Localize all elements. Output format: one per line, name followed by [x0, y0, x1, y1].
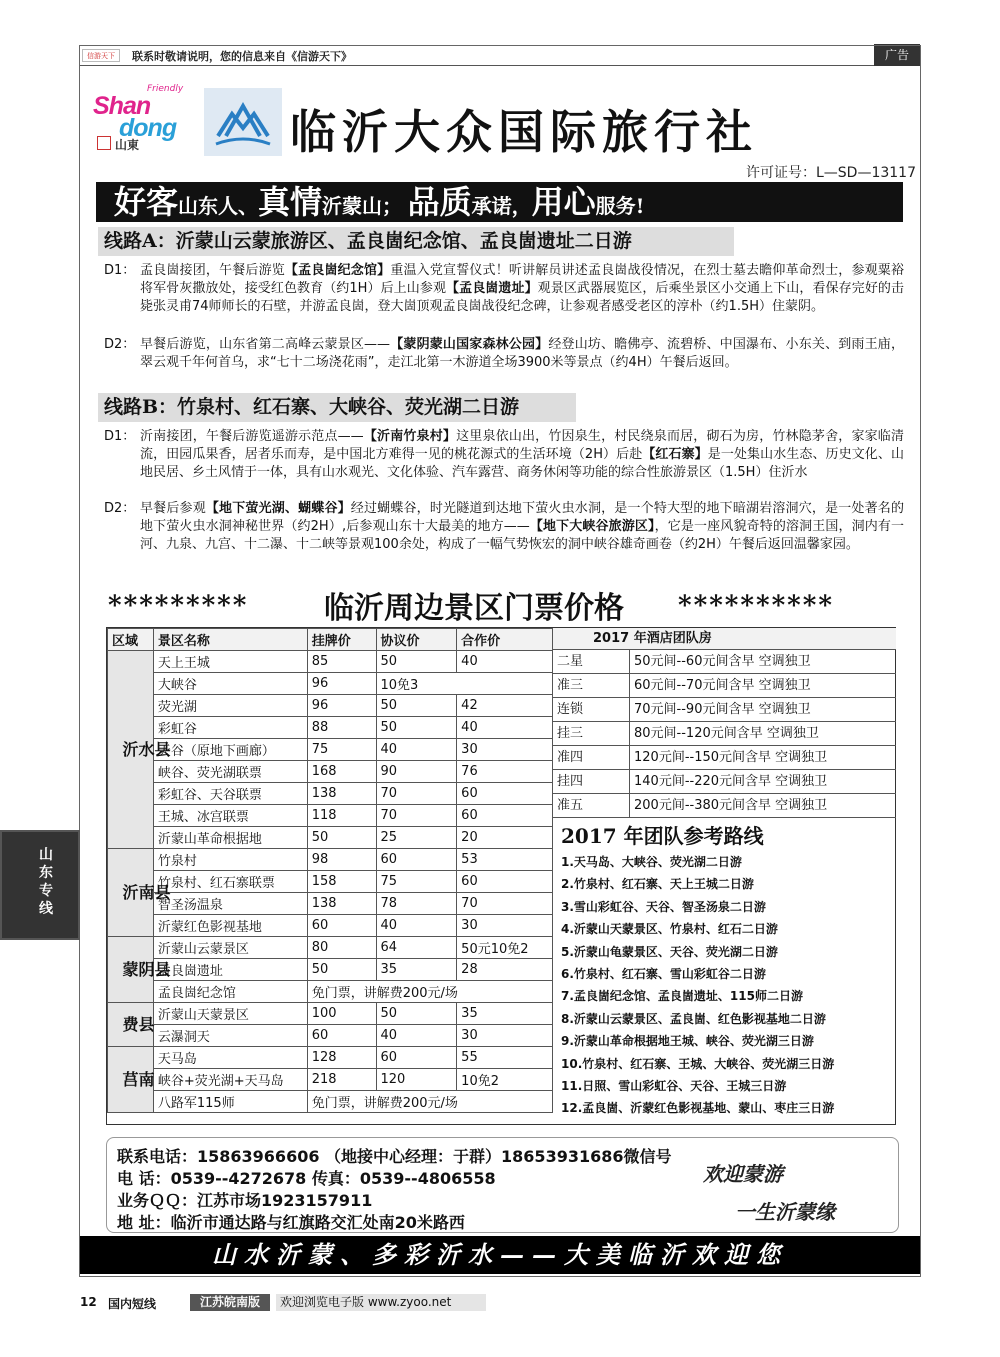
table-row [108, 1069, 553, 1091]
row-list: 138 [307, 893, 376, 915]
hotel-row [553, 650, 896, 674]
row-name: 天谷（原地下画廊） [153, 739, 307, 761]
row-list: 96 [307, 673, 376, 695]
row-coop: 70 [457, 893, 553, 915]
row-list: 128 [307, 1047, 376, 1069]
page-footer [80, 1293, 500, 1313]
row-name: 八路军115师 [153, 1091, 307, 1113]
row-list: 138 [307, 783, 376, 805]
slogan-part: 山东人、 [178, 194, 259, 218]
shandong-word-bottom: dong [119, 114, 177, 142]
table-row [108, 1091, 553, 1113]
slogan-part: 真情 [258, 183, 323, 221]
magazine-logo: 信游天下 [82, 49, 120, 62]
tickets-title-text: 临沂周边景区门票价格 [324, 591, 624, 626]
row-coop: 40 [457, 651, 553, 673]
row-list: 50 [307, 959, 376, 981]
slogan-banner [96, 182, 903, 222]
route-b-day2 [104, 500, 904, 554]
list-item: 5.沂蒙山龟蒙景区、天谷、荧光湖二日游 [561, 944, 778, 959]
row-name: 云瀑洞天 [153, 1025, 307, 1047]
route-b-title: 线路B：竹泉村、红石寨、大峡谷、荧光湖二日游 [98, 393, 576, 422]
table-row [108, 739, 553, 761]
row-agreed: 40 [376, 915, 457, 937]
row-agreed: 75 [376, 871, 457, 893]
hotel-header: 2017 年酒店团队房 [553, 628, 896, 650]
row-coop: 55 [457, 1047, 553, 1069]
reference-routes [561, 821, 896, 1120]
hotel-price: 50元间--60元间含早 空调独卫 [629, 650, 896, 674]
row-list: 100 [307, 1003, 376, 1025]
row-list: 85 [307, 651, 376, 673]
stars-left: ********* [108, 591, 249, 621]
row-coop: 10免2 [457, 1069, 553, 1091]
row-coop: 60 [457, 805, 553, 827]
contact-address: 地 址：临沂市通达路与红旗路交汇处南20米路西 [117, 1213, 465, 1232]
row-agreed: 40 [376, 1025, 457, 1047]
table-row [108, 937, 553, 959]
slogan-part: 品质 [407, 183, 472, 221]
region-cell [108, 1047, 154, 1113]
region-cell [108, 849, 171, 937]
row-name: 天马岛 [153, 1047, 307, 1069]
row-agreed: 40 [376, 739, 457, 761]
day-label: D2： [104, 337, 136, 352]
day-highlight: 【沂南竹泉村】 [363, 429, 457, 444]
hotel-price: 80元间--120元间含早 空调独卫 [629, 722, 896, 746]
table-header-row [108, 629, 553, 651]
row-name: 彩虹谷 [153, 717, 307, 739]
list-item: 7.孟良崮纪念馆、孟良崮遗址、115师二日游 [561, 989, 803, 1004]
row-name: 沂蒙山革命根据地 [153, 827, 307, 849]
row-agreed: 78 [376, 893, 457, 915]
route-b-day1 [104, 428, 904, 482]
list-item: 3.雪山彩虹谷、天谷、智圣汤泉二日游 [561, 899, 766, 914]
row-agreed: 50 [376, 651, 457, 673]
row-agreed: 25 [376, 827, 457, 849]
slogan-part: 用心 [531, 183, 596, 221]
row-name: 彩虹谷、天谷联票 [153, 783, 307, 805]
hotel-grade: 准三 [557, 678, 584, 693]
day-text: 是一处集山水生态、历史文化、山地民居、乡土风情于一体，具有山水观光、文化体验、汽车露营、商务休闲等功能的综合性旅游景区（1.5H）住沂水 [140, 447, 904, 480]
row-list: 158 [307, 871, 376, 893]
edition-label: 江苏皖南版 [190, 1294, 270, 1311]
ticket-table [107, 628, 553, 1113]
hotel-row [553, 722, 896, 746]
day-text: 早餐后游览，山东省第二高峰云蒙景区—— [140, 337, 391, 352]
signature-line2: 一生沂蒙缘 [735, 1200, 835, 1224]
row-coop: 60 [457, 871, 553, 893]
footer-banner: 山水沂蒙、多彩沂水——大美临沂欢迎您 [80, 1236, 920, 1274]
region-cell [108, 937, 171, 1003]
day-text: 重温入党宣誓仪式！听讲解员讲述孟良崮战役情况，在烈士墓去瞻仰革命烈士，参观粟裕将军骨灰撒放处，接受红色教育（约1H）后上山参观 [140, 263, 904, 296]
row-list: 88 [307, 717, 376, 739]
region-label: 费县 [122, 1014, 155, 1034]
reference-routes-title: 2017 年团队参考路线 [561, 824, 764, 848]
row-name: 孟良崮遗址 [153, 959, 307, 981]
row-name: 竹泉村 [153, 849, 307, 871]
list-item: 9.沂蒙山革命根据地王城、峡谷、荧光湖三日游 [561, 1034, 814, 1049]
ticket-price-panel [106, 627, 896, 1125]
list-item: 4.沂蒙山天蒙景区、竹泉村、红石二日游 [561, 922, 778, 937]
slogan-part: 沂蒙山； [322, 194, 403, 218]
website-link[interactable]: 欢迎浏览电子版 www.zyoo.net [276, 1294, 486, 1311]
header-coop-price: 合作价 [457, 629, 553, 651]
hotel-grade: 准四 [557, 750, 584, 765]
shandong-word-top: Shan [93, 92, 151, 120]
hotel-rates [553, 628, 896, 818]
row-name: 沂蒙红色影视基地 [153, 915, 307, 937]
day-label: D1： [104, 263, 136, 278]
row-coop: 28 [457, 959, 553, 981]
row-agreed: 10免3 [376, 673, 553, 695]
row-agreed: 64 [376, 937, 457, 959]
stars-right: ********** [678, 591, 834, 621]
day-text: ，它是一座风貌奇特的溶洞王国，洞内有一河、九泉、九宫、十二瀑、十二峡等景观100余处，构成了一幅气势恢宏的洞中峡谷雄奇画卷（约2H）午餐后返回温馨家园。 [140, 519, 904, 552]
row-agreed: 50 [376, 1003, 457, 1025]
source-note: 联系时敬请说明，您的信息来自《信游天下》 [132, 50, 352, 63]
hotel-grade: 准五 [557, 798, 584, 813]
contact-box [106, 1137, 899, 1233]
day-highlight: 【地下萤光湖、蝴蝶谷】 [205, 501, 351, 516]
row-name: 沂蒙山云蒙景区 [153, 937, 307, 959]
header-agreed-price: 协议价 [376, 629, 457, 651]
row-list: 75 [307, 739, 376, 761]
shandong-brand-logo [93, 84, 199, 156]
hotel-row [553, 746, 896, 770]
row-name: 大峡谷 [153, 673, 307, 695]
hotel-price: 70元间--90元间含早 空调独卫 [629, 698, 896, 722]
row-agreed: 60 [376, 1047, 457, 1069]
row-list: 98 [307, 849, 376, 871]
table-row [108, 761, 553, 783]
row-name: 竹泉村、红石寨联票 [153, 871, 307, 893]
row-agreed: 120 [376, 1069, 457, 1091]
slogan-part: 好客 [114, 183, 179, 221]
row-name: 天上王城 [153, 651, 307, 673]
day-highlight: 【孟良崮遗址】 [446, 281, 538, 296]
hotel-grade: 挂四 [557, 774, 584, 789]
header-list-price: 挂牌价 [307, 629, 376, 651]
header-region: 区域 [108, 629, 154, 651]
row-list: 免门票，讲解费200元/场 [307, 1091, 552, 1113]
hotel-price: 200元间--380元间含早 空调独卫 [629, 794, 896, 818]
row-coop: 60 [457, 783, 553, 805]
row-name: 峡谷、荧光湖联票 [153, 761, 307, 783]
row-coop: 53 [457, 849, 553, 871]
hotel-price: 60元间--70元间含早 空调独卫 [629, 674, 896, 698]
list-item: 11.日照、雪山彩虹谷、天谷、王城三日游 [561, 1078, 787, 1093]
table-row [108, 1047, 553, 1069]
day-highlight: 【孟良崮纪念馆】 [284, 263, 391, 278]
list-item: 10.竹泉村、红石寨、王城、大峡谷、荧光湖三日游 [561, 1056, 835, 1071]
contact-tel-fax: 电 话：0539--4272678 传真：0539--4806558 [117, 1169, 496, 1188]
row-name: 孟良崮纪念馆 [153, 981, 307, 1003]
signature-line1: 欢迎蒙游 [703, 1162, 783, 1186]
row-agreed: 35 [376, 959, 457, 981]
table-row [108, 959, 553, 981]
list-item: 8.沂蒙山云蒙景区、孟良崮、红色影视基地二日游 [561, 1011, 826, 1026]
table-row [108, 717, 553, 739]
tickets-title [108, 583, 908, 626]
row-coop: 40 [457, 717, 553, 739]
agency-logo-icon [204, 88, 282, 156]
header-name: 景区名称 [153, 629, 307, 651]
day-text: 经过蝴蝶谷，时光隧道到达地下萤火虫水洞，是一个特大型的地下暗湖岩溶洞穴，是一处著名的地下萤火虫水洞神秘世界（约2H）,后参观山东十大最美的地方—— [140, 501, 904, 534]
day-highlight: 【地下大峡谷旅游区】 [529, 519, 655, 534]
region-label: 沂水县 [122, 739, 171, 759]
seal-icon [97, 136, 111, 150]
row-name: 峡谷+荧光湖+天马岛 [153, 1069, 307, 1091]
page-number: 12 [80, 1295, 97, 1309]
row-coop: 30 [457, 915, 553, 937]
day-text: 经登山坊、瞻佛亭、流碧桥、中国瀑布、小东关、到雨王庙，翠云观千年何首乌，求“七十二场浇花雨”，走江北第一木游道全场3900米等景点（约4H）午餐后返回。 [140, 337, 904, 370]
table-row [108, 981, 553, 1003]
row-coop: 35 [457, 1003, 553, 1025]
route-a-day2 [104, 336, 904, 372]
day-label: D2： [104, 501, 136, 516]
row-list: 118 [307, 805, 376, 827]
row-list: 80 [307, 937, 376, 959]
row-list: 60 [307, 915, 376, 937]
day-text: 孟良崮接团，午餐后游览 [140, 263, 285, 278]
day-text: 观景区武器展览区，后乘坐景区小交通上下山，看保存完好的击毙张灵甫74师师长的石壁，并游孟良崮，登大崮顶观孟良崮战役纪念碑，让参观者感受老区的淳朴（约1.5H）住蒙阴。 [140, 281, 904, 314]
row-name: 沂蒙山天蒙景区 [153, 1003, 307, 1025]
row-agreed: 50 [376, 695, 457, 717]
table-row [108, 805, 553, 827]
shandong-chinese: 山東 [115, 138, 140, 152]
table-row [108, 893, 553, 915]
row-coop: 76 [457, 761, 553, 783]
row-coop: 20 [457, 827, 553, 849]
region-cell [108, 651, 171, 849]
hotel-grade: 挂三 [557, 726, 584, 741]
hotel-row [553, 698, 896, 722]
row-list: 218 [307, 1069, 376, 1091]
friendly-text: Friendly [147, 84, 184, 94]
day-text: 沂南接团，午餐后游览遥游示范点—— [140, 429, 364, 444]
table-row [108, 827, 553, 849]
region-label: 莒南 [122, 1069, 155, 1089]
contact-phone: 联系电话：15863966606 （地接中心经理：于群）18653931686微信号 [117, 1147, 672, 1166]
hotel-grade: 二星 [557, 654, 584, 669]
row-coop: 42 [457, 695, 553, 717]
region-label: 沂南县 [122, 882, 171, 902]
list-item: 2.竹泉村、红石寨、天上王城二日游 [561, 877, 754, 892]
side-tab-label: 山东专线 [39, 847, 53, 917]
row-coop: 30 [457, 739, 553, 761]
row-name: 荧光湖 [153, 695, 307, 717]
hotel-price: 120元间--150元间含早 空调独卫 [629, 746, 896, 770]
day-label: D1： [104, 429, 136, 444]
license-number: 许可证号：L—SD—13117 [745, 165, 916, 181]
day-text: 早餐后参观 [140, 501, 206, 516]
slogan-part: 承诺， [471, 194, 532, 218]
table-row [108, 1025, 553, 1047]
row-agreed: 50 [376, 717, 457, 739]
side-tab [0, 830, 80, 940]
slogan-part: 服务! [595, 194, 645, 218]
row-coop: 30 [457, 1025, 553, 1047]
day-highlight: 【蒙阴蒙山国家森林公园】 [390, 337, 549, 352]
list-item: 12.孟良崮、沂蒙红色影视基地、蒙山、枣庄三日游 [561, 1101, 835, 1116]
table-row [108, 849, 553, 871]
ad-label: 广告 [874, 44, 920, 66]
row-list: 50 [307, 827, 376, 849]
contact-qq: 业务ＱＱ：江苏市场1923157911 [117, 1191, 373, 1210]
region-cell [108, 1003, 154, 1047]
route-a-day1 [104, 262, 904, 316]
row-agreed: 70 [376, 805, 457, 827]
row-name: 智圣汤温泉 [153, 893, 307, 915]
table-row [108, 1003, 553, 1025]
hotel-row [553, 770, 896, 794]
table-row [108, 783, 553, 805]
list-item: 6.竹泉村、红石寨、雪山彩虹谷二日游 [561, 966, 766, 981]
row-coop: 50元10免2 [457, 937, 553, 959]
row-list: 免门票，讲解费200元/场 [307, 981, 552, 1003]
row-agreed: 60 [376, 849, 457, 871]
region-label: 蒙阴县 [122, 959, 171, 979]
day-text: 这里泉依山出，竹因泉生，村民绕泉而居，砌石为房，竹林隐茅舍，家家临清流，田园瓜果香，居者乐而寿，是中国北方难得一见的桃花源式的生活环境（2H）后赴 [140, 429, 904, 462]
table-row [108, 651, 553, 673]
top-bar [80, 46, 920, 66]
hotel-grade: 连锁 [557, 702, 584, 717]
table-row [108, 673, 553, 695]
row-list: 96 [307, 695, 376, 717]
route-a-title: 线路A：沂蒙山云蒙旅游区、孟良崮纪念馆、孟良崮遗址二日游 [98, 227, 734, 256]
row-agreed: 70 [376, 783, 457, 805]
table-row [108, 695, 553, 717]
row-list: 60 [307, 1025, 376, 1047]
day-highlight: 【红石寨】 [642, 447, 708, 462]
table-row [108, 915, 553, 937]
list-item: 1.天马岛、大峡谷、荧光湖二日游 [561, 855, 742, 869]
row-list: 168 [307, 761, 376, 783]
row-agreed: 90 [376, 761, 457, 783]
hotel-row [553, 674, 896, 698]
section-name: 国内短线 [108, 1297, 157, 1311]
hotel-price: 140元间--220元间含早 空调独卫 [629, 770, 896, 794]
table-row [108, 871, 553, 893]
hotel-row [553, 794, 896, 818]
agency-name: 临沂大众国际旅行社 [290, 105, 758, 159]
row-name: 王城、冰宫联票 [153, 805, 307, 827]
